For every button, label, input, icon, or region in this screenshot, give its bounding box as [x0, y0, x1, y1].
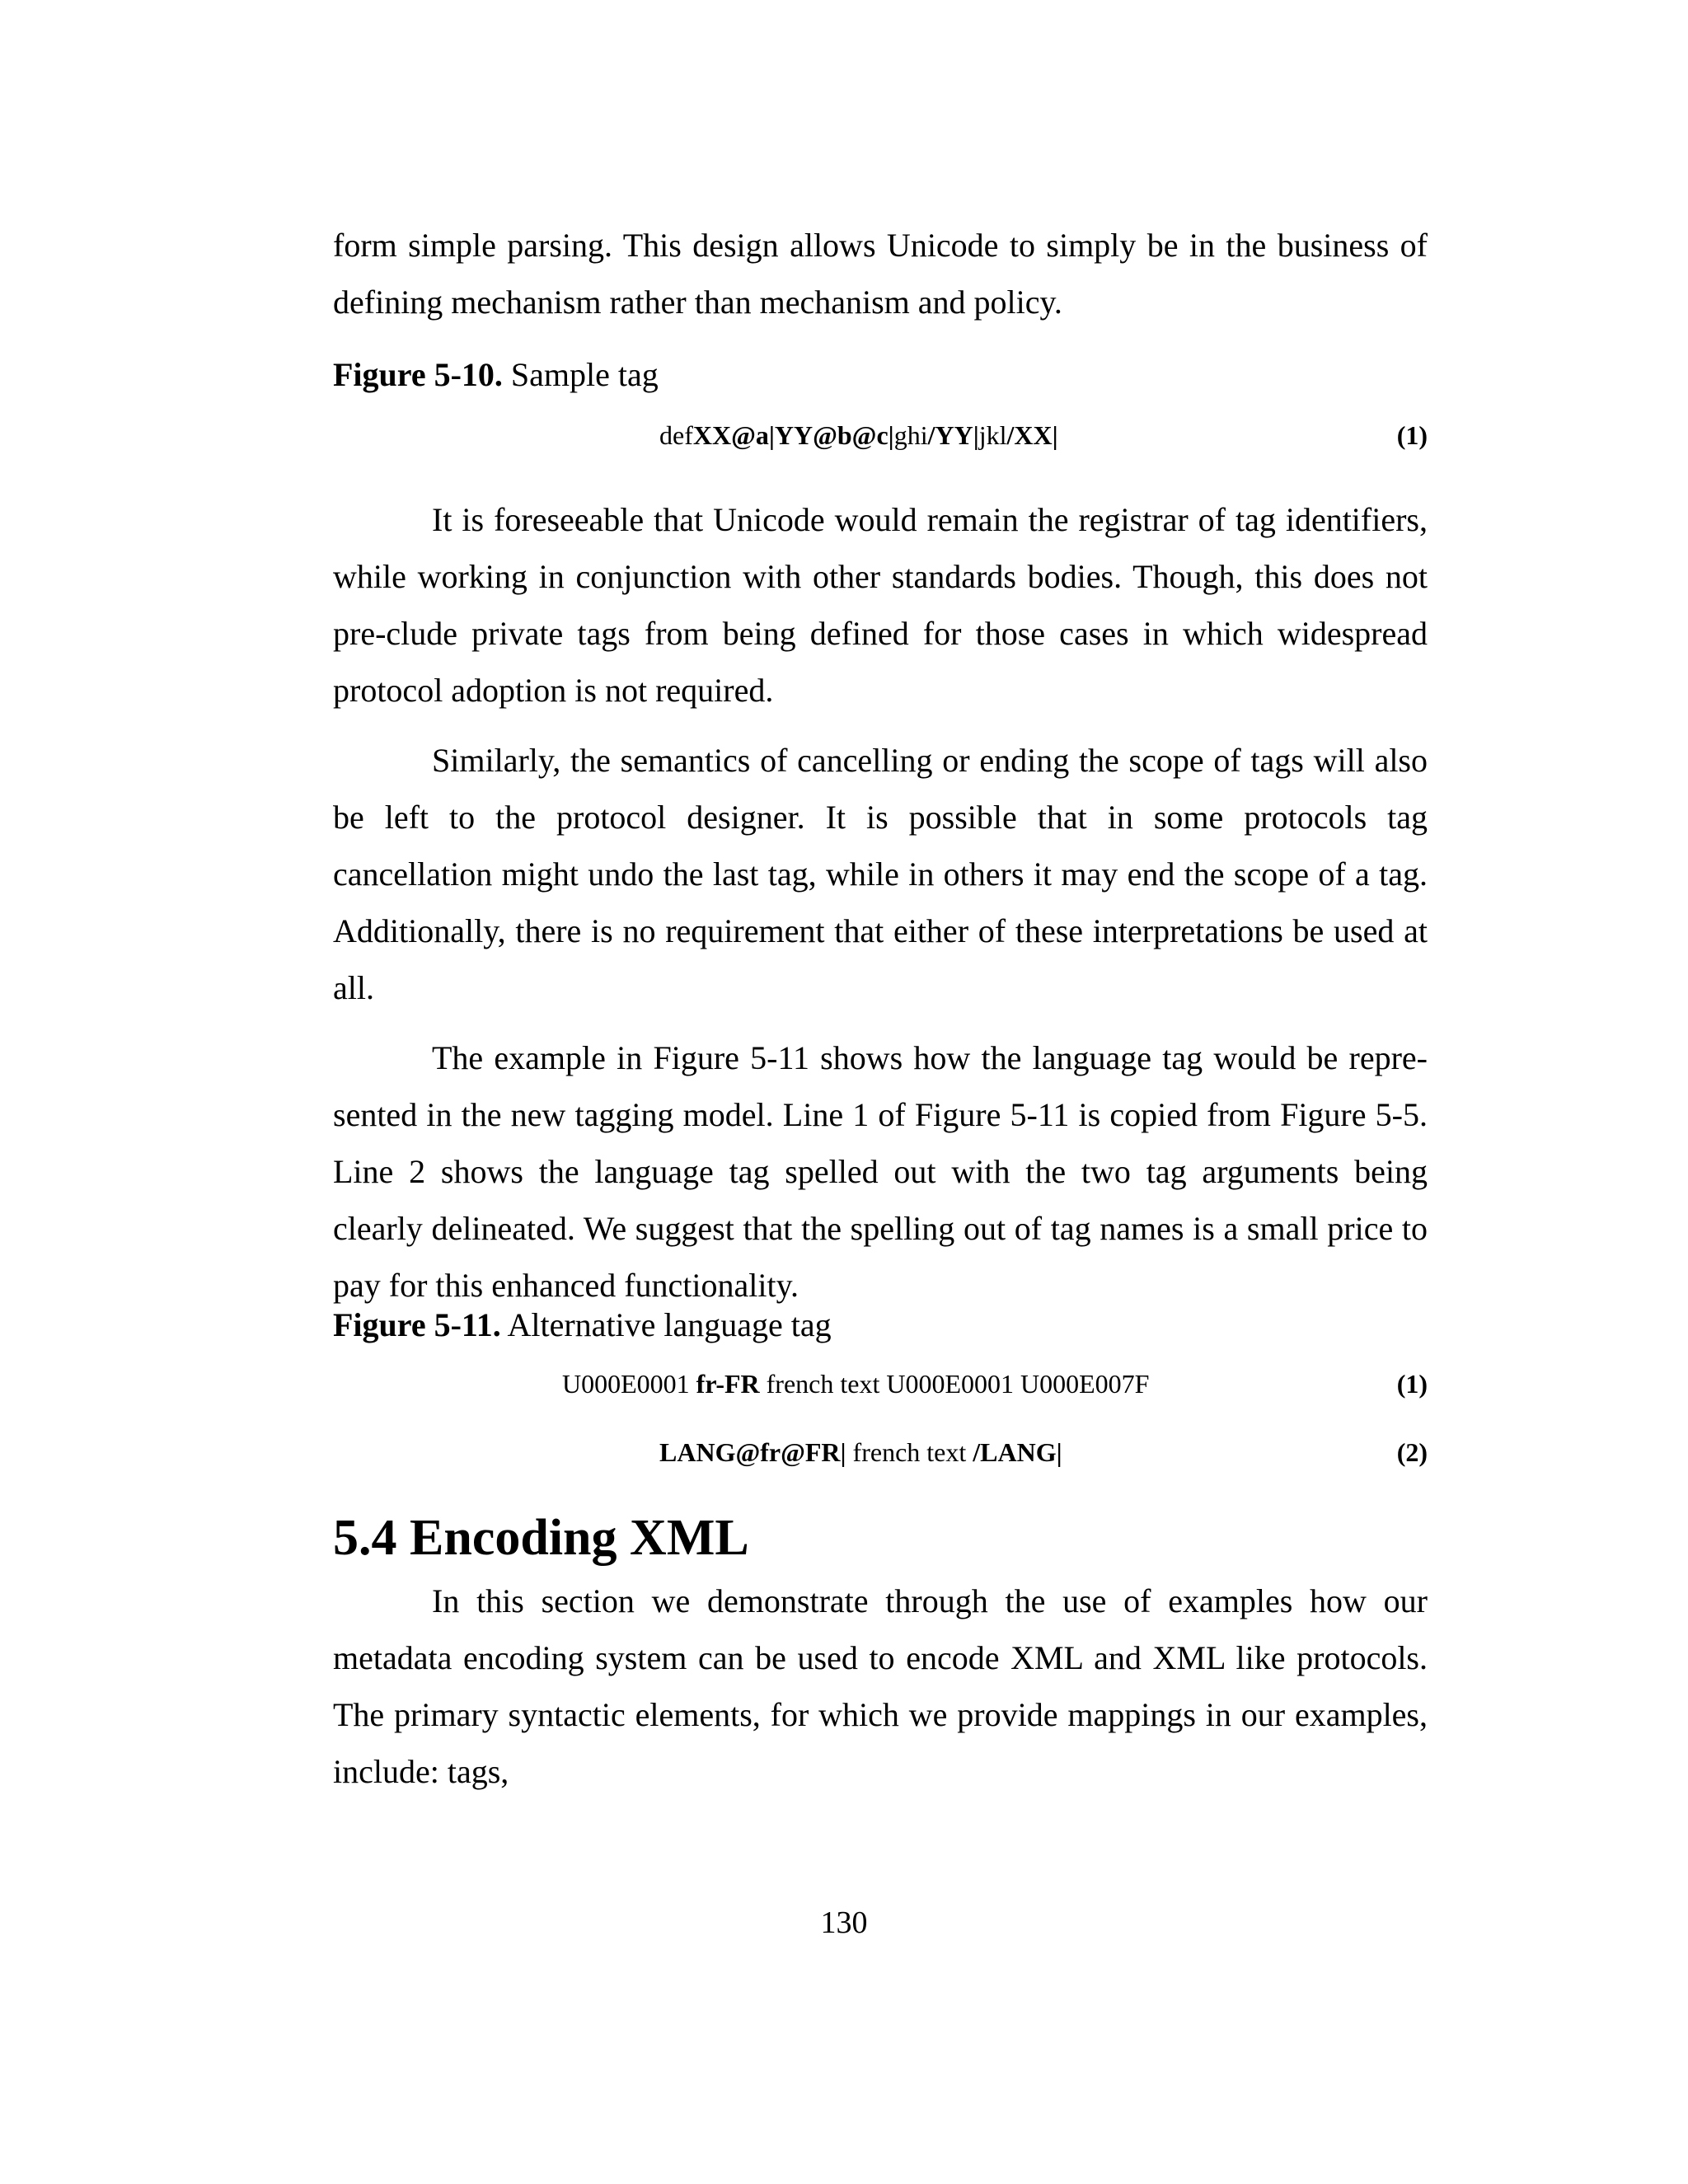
equation-number: (1) — [1396, 420, 1428, 450]
paragraph-example: The example in Figure 5-11 shows how the language tag would be repre-sented in the new tagging model. Line 1 of Figure 5-11 is copied from Figure 5-5. Line 2 shows the language tag spelled out with the two tag arguments being clearly delineated. We suggest that the spelling out of tag names is a small price to pay for this enhanced functionality. — [333, 1039, 1428, 1304]
figure-caption-5-10 — [333, 355, 659, 395]
section-heading: 5.4 Encoding XML — [333, 1510, 749, 1566]
paragraph-xml-intro: In this section we demonstrate through the use of examples how our metadata encoding system can be used to encode XML and XML like protocols. The primary syntactic elements, for which we provide mappings in our examples, include: tags, — [333, 1582, 1428, 1790]
equation-number: (2) — [1396, 1437, 1428, 1467]
tag-segment: french text — [846, 1437, 973, 1467]
tag-segment: def — [659, 420, 693, 450]
figure-label: Figure 5-11. — [333, 1306, 501, 1343]
language-tag-line-1 — [562, 1367, 1149, 1400]
tag-segment: /YY| — [927, 420, 979, 450]
figure-label: Figure 5-10. — [333, 356, 503, 393]
tag-segment: /LANG| — [973, 1437, 1062, 1467]
tag-segment: ghi — [893, 420, 928, 450]
figure-title: Alternative language tag — [500, 1306, 832, 1343]
paragraph-continued — [333, 217, 1428, 330]
tag-segment: french text U000E0001 U000E007F — [759, 1369, 1150, 1399]
body-text — [333, 491, 1428, 1314]
tag-segment: fr-FR — [696, 1369, 760, 1399]
equation-number: (1) — [1396, 1369, 1428, 1399]
tag-segment: LANG@fr@FR| — [659, 1437, 846, 1467]
paragraph-semantics: Similarly, the semantics of cancelling or ending the scope of tags will also be left to the protocol designer. It is possible that in some protocols tag cancellation might undo the last tag, while in others it may end the scope of a tag. Additionally, there is no requirement that either of these interpretations be used at all. — [333, 742, 1428, 1006]
tag-segment: XX@a|YY@b@c| — [692, 420, 894, 450]
paragraph-registrar: It is foreseeable that Unicode would remain the registrar of tag identifiers, while working in conjunction with other standards bodies. Though, this does not pre-clude private tags from being defined for those cases in which widespread protocol adoption is not required. — [333, 501, 1428, 709]
tag-segment: U000E0001 — [562, 1369, 696, 1399]
page-number: 130 — [820, 1905, 868, 1940]
tag-sample-line — [659, 419, 1058, 452]
paragraph-text: form simple parsing. This design allows Unicode to simply be in the business of defining mechanism rather than mechanism and policy. — [333, 227, 1428, 321]
figure-title: Sample tag — [502, 356, 659, 393]
tag-segment: jkl — [978, 420, 1007, 450]
tag-segment: /XX| — [1006, 420, 1058, 450]
section-body — [333, 1572, 1428, 1800]
language-tag-line-2 — [659, 1436, 1062, 1469]
figure-caption-5-11 — [333, 1305, 832, 1345]
